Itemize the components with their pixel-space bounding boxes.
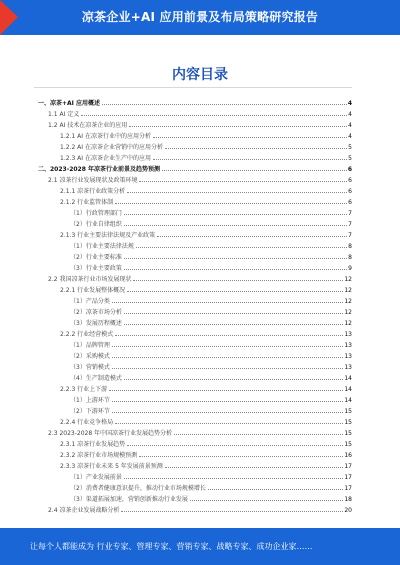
toc-entry-page: 7 — [348, 221, 352, 228]
toc-entry-page: 16 — [344, 452, 352, 459]
toc-entry-page: 18 — [344, 496, 352, 503]
toc-entry-page: 4 — [347, 100, 352, 107]
toc-entry-text: （3）渠道拓展加速，营销创新推动行业发展 — [70, 496, 188, 503]
toc-entry[interactable] — [34, 239, 352, 250]
toc-entry-text: （3）行业主要政策 — [70, 265, 122, 272]
toc-leader-dots — [124, 379, 344, 380]
toc-entry-text: （2）采购模式 — [70, 353, 110, 360]
toc-entry-page: 17 — [344, 474, 352, 481]
toc-entry[interactable] — [34, 118, 352, 129]
toc-entry[interactable] — [34, 173, 352, 184]
toc-entry-text: （2）凉茶市场分析 — [70, 309, 122, 316]
toc-entry-text: 2.4 凉茶企业发展战略分析 — [48, 507, 120, 514]
toc-entry-text: 2.1.1 凉茶行业政策分析 — [60, 188, 126, 195]
toc-leader-dots — [102, 104, 347, 105]
toc-leader-dots — [124, 269, 347, 270]
toc-entry-page: 15 — [344, 419, 352, 426]
toc-entry[interactable] — [34, 283, 352, 294]
toc-entry[interactable] — [34, 448, 352, 459]
toc-entry[interactable] — [34, 96, 352, 107]
toc-entry[interactable] — [34, 470, 352, 481]
toc-entry-page: 12 — [344, 320, 352, 327]
toc-entry-page: 9 — [348, 265, 352, 272]
footer-slogan: 让每个人都能成为 行业专家、管理专家、营销专家、战略专家、成功企业家…… — [30, 542, 313, 551]
toc-leader-dots — [208, 489, 344, 490]
toc-entry-page: 4 — [348, 122, 352, 129]
toc-entry-page: 14 — [344, 397, 352, 404]
toc-entry[interactable] — [34, 206, 352, 217]
toc-leader-dots — [112, 412, 344, 413]
toc-entry-page: 7 — [348, 232, 352, 239]
toc-entry-page: 8 — [348, 254, 352, 261]
toc-leader-dots — [112, 368, 344, 369]
toc-entry[interactable] — [34, 371, 352, 382]
toc-entry-text: 1.2.3 AI 在凉茶企业生产中的应用 — [60, 155, 151, 162]
toc-entry-text: 2.1.2 行业监管体制 — [60, 199, 114, 206]
toc-leader-dots — [139, 181, 347, 182]
toc-leader-dots — [190, 500, 344, 501]
toc-entry-page: 8 — [348, 243, 352, 250]
toc-leader-dots — [115, 423, 343, 424]
toc-entry[interactable] — [34, 228, 352, 239]
toc-leader-dots — [129, 126, 347, 127]
toc-entry-text: （1）产品分类 — [70, 298, 110, 305]
toc-entry-text: 2.3.2 凉茶行业市场规模预测 — [60, 452, 138, 459]
toc-entry[interactable] — [34, 327, 352, 338]
toc-entry[interactable] — [34, 162, 352, 173]
toc-entry-page: 17 — [344, 485, 352, 492]
toc-entry-text: （3）发展历程概述 — [70, 320, 122, 327]
footer-band — [0, 528, 400, 565]
toc-entry-text: 2.3.3 凉茶行业未来 5 年发展前景预测 — [60, 463, 163, 470]
toc-entry[interactable] — [34, 261, 352, 272]
toc-entry-text: （2）消费者健康意识提升，推动行业市场规模增长 — [70, 485, 206, 492]
toc-entry[interactable] — [34, 250, 352, 261]
toc-entry-text: 2.1 凉茶行业发展现状及政策环境 — [48, 177, 138, 184]
toc-entry[interactable] — [34, 195, 352, 206]
toc-entry-text: 1.2.1 AI 在凉茶行业中的应用分析 — [60, 133, 151, 140]
toc-entry-text: 2.2.4 行业竞争格局 — [60, 419, 114, 426]
toc-entry-page: 7 — [348, 210, 352, 217]
toc-entry[interactable] — [34, 349, 352, 360]
toc-entry[interactable] — [34, 382, 352, 393]
toc-leader-dots — [112, 346, 344, 347]
toc-entry[interactable] — [34, 272, 352, 283]
toc-entry-page: 6 — [348, 188, 352, 195]
toc-entry-page: 13 — [344, 342, 352, 349]
toc-leader-dots — [115, 203, 347, 204]
toc-entry-page: 17 — [344, 463, 352, 470]
toc-entry[interactable] — [34, 426, 352, 437]
toc-entry-text: （1）行政管理部门 — [70, 210, 122, 217]
toc-entry[interactable] — [34, 415, 352, 426]
toc-heading: 内容目录 — [172, 67, 228, 83]
toc-entry-page: 15 — [344, 430, 352, 437]
toc-leader-dots — [162, 170, 347, 171]
toc-entry[interactable] — [34, 360, 352, 371]
toc-entry-text: （3）营销模式 — [70, 364, 110, 371]
toc-entry-page: 4 — [348, 111, 352, 118]
toc-leader-dots — [124, 313, 344, 314]
toc-leader-dots — [127, 192, 347, 193]
toc-entry-page: 14 — [344, 386, 352, 393]
toc-leader-dots — [127, 445, 343, 446]
toc-entry-page: 12 — [344, 276, 352, 283]
toc-entry-text: 1.1 AI 定义 — [48, 111, 80, 118]
toc-entry[interactable] — [34, 393, 352, 404]
toc-leader-dots — [133, 280, 343, 281]
toc-entry-text: 2.1.3 行业主要法律法规及产业政策 — [60, 232, 156, 239]
toc-leader-dots — [81, 115, 347, 116]
toc-leader-dots — [109, 390, 343, 391]
toc-entry-page: 4 — [348, 133, 352, 140]
toc-entry[interactable] — [34, 217, 352, 228]
toc-entry-text: （1）品牌管理 — [70, 342, 110, 349]
toc-entry[interactable] — [34, 305, 352, 316]
table-of-contents — [34, 96, 352, 514]
toc-entry[interactable] — [34, 129, 352, 140]
toc-entry-page: 5 — [348, 155, 352, 162]
toc-leader-dots — [124, 324, 344, 325]
toc-leader-dots — [124, 478, 344, 479]
toc-leader-dots — [157, 236, 347, 237]
toc-entry-page: 12 — [344, 309, 352, 316]
toc-entry-text: （1）产业发展前景 — [70, 474, 122, 481]
toc-entry[interactable] — [34, 437, 352, 448]
report-title: 凉茶企业+AI 应用前景及布局策略研究报告 — [81, 10, 319, 24]
toc-entry-page: 13 — [344, 331, 352, 338]
toc-entry[interactable] — [34, 184, 352, 195]
toc-leader-dots — [112, 302, 344, 303]
toc-leader-dots — [121, 511, 343, 512]
toc-leader-dots — [124, 258, 347, 259]
toc-leader-dots — [124, 225, 347, 226]
toc-entry-text: 2.3.1 凉茶行业发展趋势 — [60, 441, 126, 448]
toc-entry-page: 14 — [344, 375, 352, 382]
toc-divider — [34, 87, 352, 88]
toc-leader-dots — [153, 137, 347, 138]
toc-entry[interactable] — [34, 481, 352, 492]
toc-leader-dots — [124, 214, 347, 215]
toc-entry-text: （2）下游环节 — [70, 408, 110, 415]
toc-leader-dots — [127, 291, 343, 292]
toc-leader-dots — [165, 467, 344, 468]
toc-entry-page: 5 — [348, 144, 352, 151]
toc-entry-text: 一、凉茶+AI 应用概述 — [38, 100, 100, 107]
toc-entry-page: 6 — [348, 177, 352, 184]
toc-entry-text: 2.2.1 行业发展整体概况 — [60, 287, 126, 294]
toc-leader-dots — [112, 357, 344, 358]
toc-leader-dots — [136, 247, 347, 248]
toc-leader-dots — [165, 148, 347, 149]
toc-entry-page: 12 — [344, 298, 352, 305]
toc-entry-page: 20 — [344, 507, 352, 514]
toc-entry[interactable] — [34, 459, 352, 470]
toc-entry-page: 6 — [348, 199, 352, 206]
toc-entry-text: 2.3 2023-2028 年中国凉茶行业发展趋势分析 — [48, 430, 173, 437]
toc-entry-text: （2）行业主要标准 — [70, 254, 122, 261]
toc-entry-text: 1.2 AI 技术在凉茶企业的应用 — [48, 122, 128, 129]
toc-entry[interactable] — [34, 140, 352, 151]
toc-entry[interactable] — [34, 503, 352, 514]
toc-leader-dots — [139, 456, 343, 457]
toc-entry[interactable] — [34, 316, 352, 327]
toc-entry-text: 1.2.2 AI 在凉茶企业营销中的应用分析 — [60, 144, 163, 151]
toc-entry-page: 13 — [344, 353, 352, 360]
report-header-band — [0, 0, 400, 35]
toc-leader-dots — [112, 401, 344, 402]
toc-entry-page: 12 — [344, 287, 352, 294]
toc-entry-text: 2.2.2 行业经营模式 — [60, 331, 114, 338]
toc-entry[interactable] — [34, 338, 352, 349]
toc-entry-text: （1）行业主要法律法规 — [70, 243, 134, 250]
toc-entry[interactable] — [34, 404, 352, 415]
toc-entry-page: 13 — [344, 364, 352, 371]
toc-leader-dots — [153, 159, 347, 160]
toc-entry[interactable] — [34, 294, 352, 305]
toc-leader-dots — [115, 335, 343, 336]
toc-leader-dots — [174, 434, 343, 435]
toc-entry-text: （1）上游环节 — [70, 397, 110, 404]
toc-entry[interactable] — [34, 107, 352, 118]
toc-entry-page: 15 — [344, 408, 352, 415]
toc-entry-text: （4）生产制造模式 — [70, 375, 122, 382]
toc-entry-text: 2.2 我国凉茶行业市场发展现状 — [48, 276, 132, 283]
toc-entry-text: 2.2.3 行业上下游 — [60, 386, 108, 393]
toc-entry-text: （2）行业自律组织 — [70, 221, 122, 228]
toc-entry-text: 二、2023-2028 年凉茶行业前景及趋势预测 — [38, 166, 160, 173]
toc-entry-page: 6 — [347, 166, 352, 173]
toc-entry-page: 15 — [344, 441, 352, 448]
toc-entry[interactable] — [34, 151, 352, 162]
toc-entry[interactable] — [34, 492, 352, 503]
